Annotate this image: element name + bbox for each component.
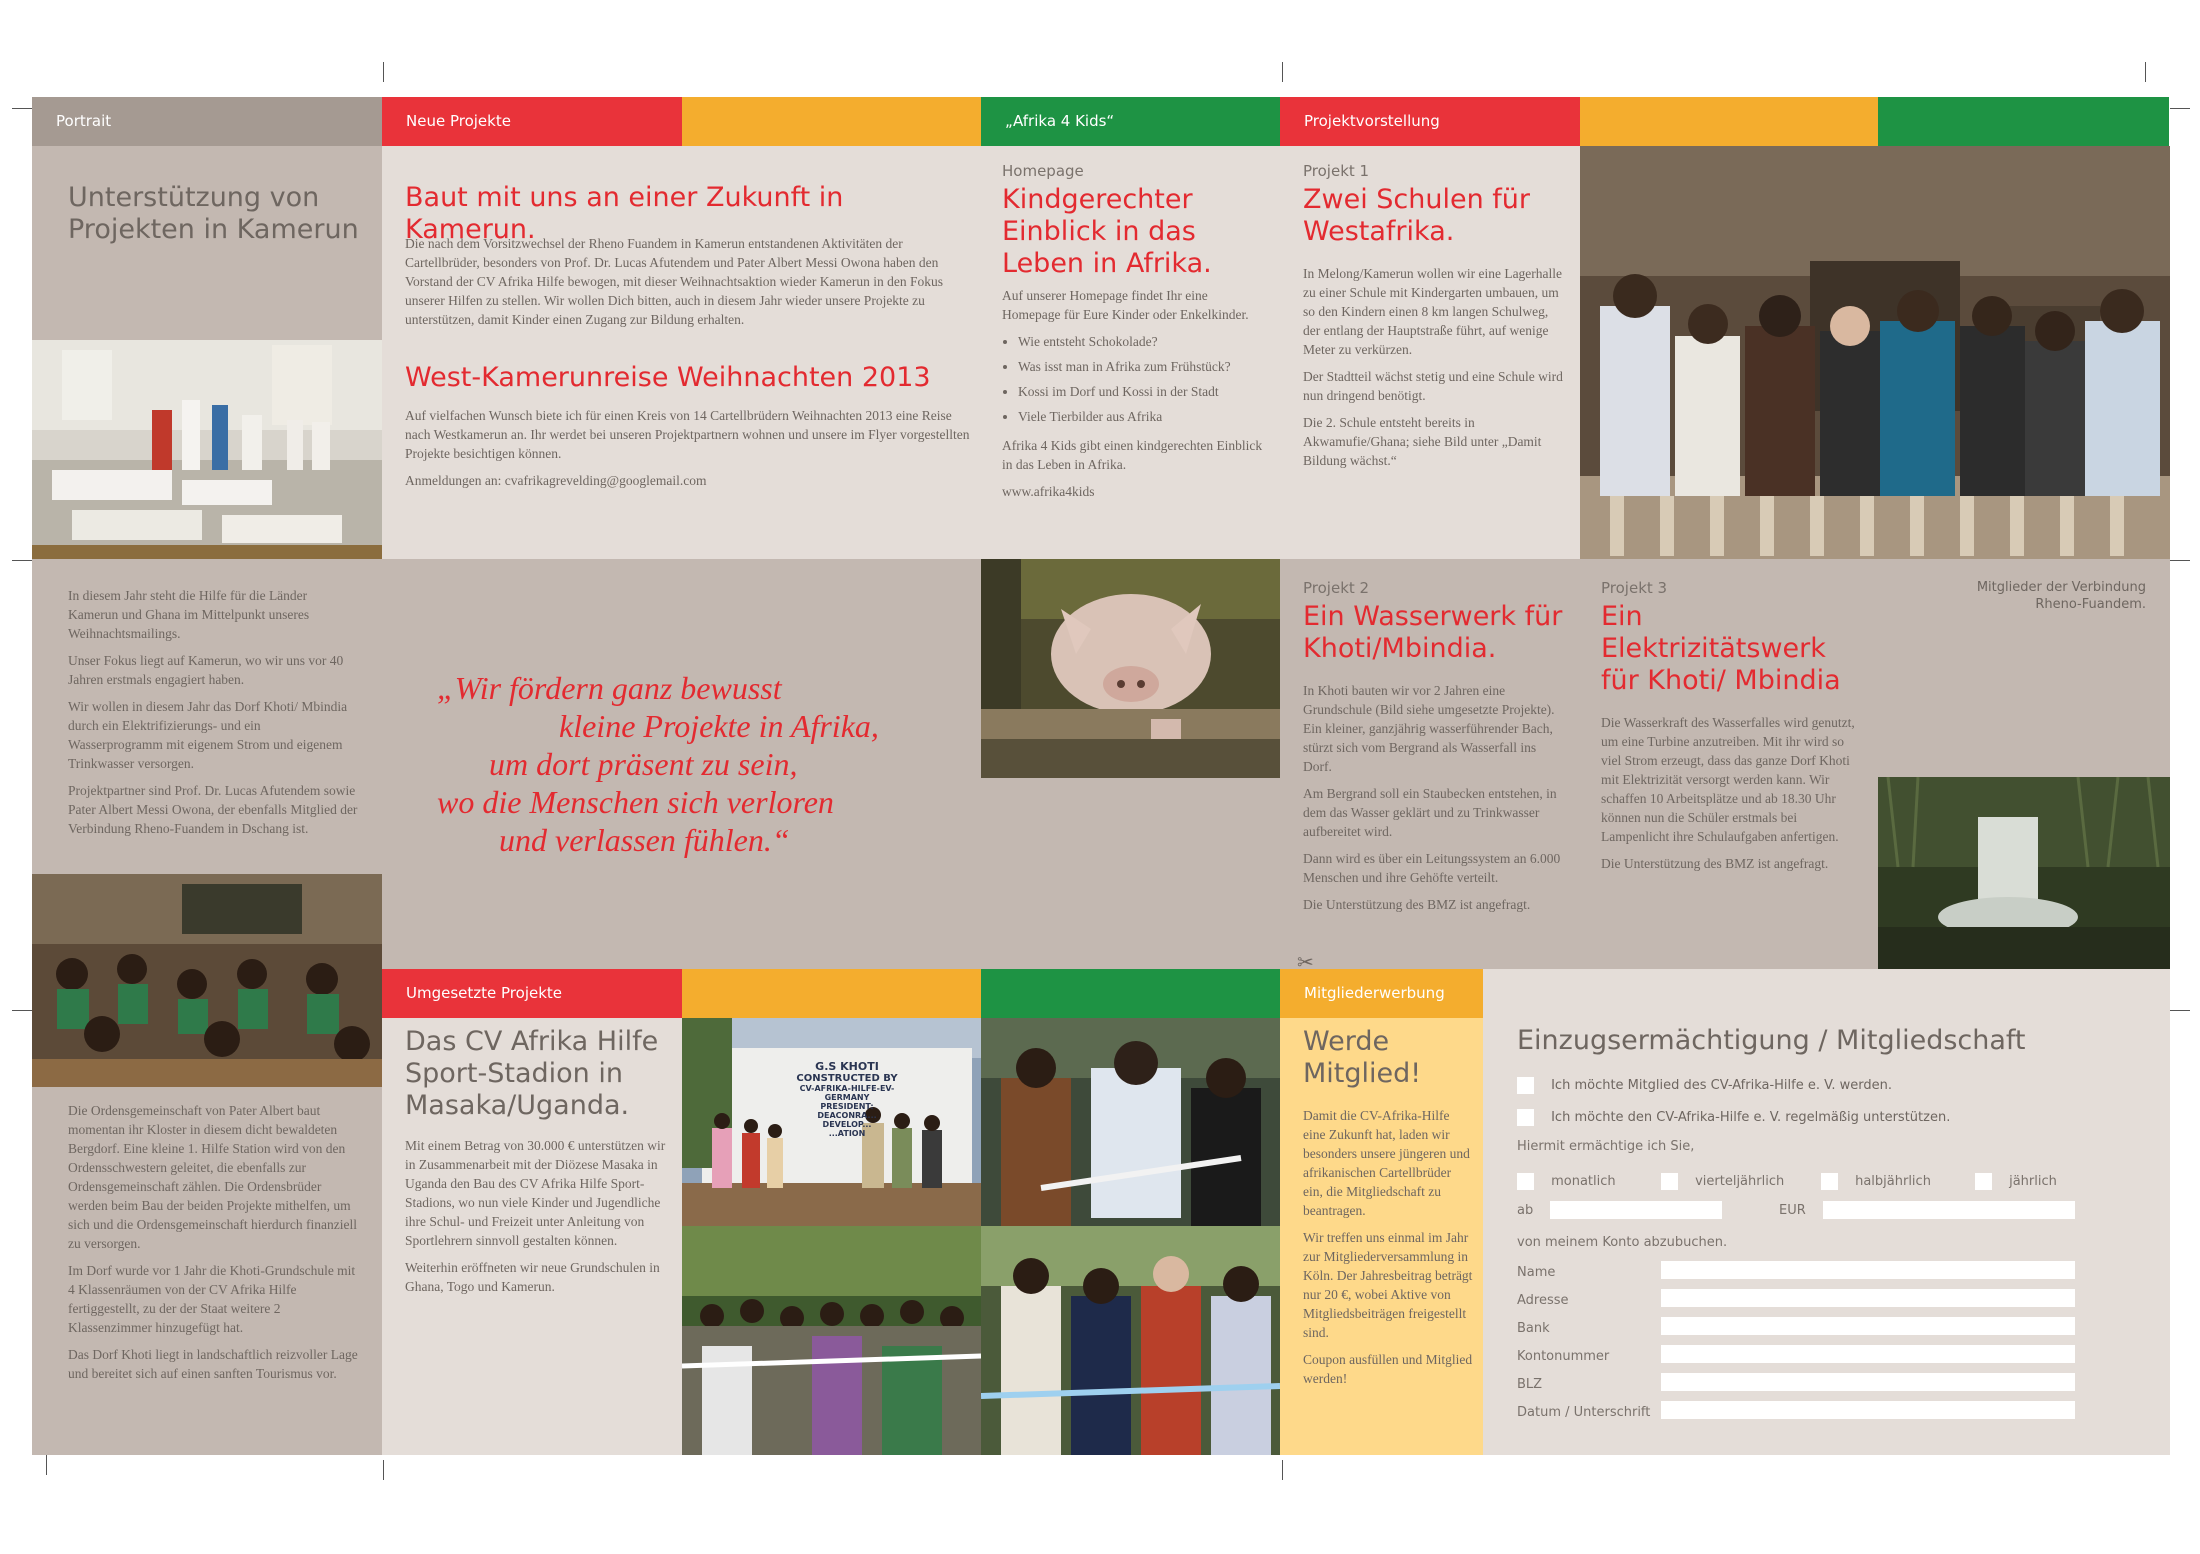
paragraph: In Melong/Kamerun wollen wir eine Lagerhalle zu einer Schule mit Kindergarten umbauen, um so den Kindern einen 8 km langen Schulweg, der entlang der Hauptstraße führt, auf wenige Meter zu verkürzen.: [1303, 266, 1563, 357]
quote-line: kleine Projekte in Afrika,: [559, 708, 879, 744]
crop-mark: [2170, 108, 2190, 109]
paragraph: Dann wird es über ein Leitungssystem an 6.000 Menschen und ihre Gehöfte verteilt.: [1303, 851, 1561, 885]
kids-heading: Kindgerechter Einblick in das Leben in Afrika.: [1002, 184, 1212, 279]
band-orange-2: [1580, 97, 1878, 146]
neue-projekte-panel: [382, 146, 981, 559]
paragraph: Wir treffen uns einmal im Jahr zur Mitgliederversammlung in Köln. Der Jahresbeitrag beträgt nur 20 €, wobei Aktive von Mitgliedsbeiträgen freigestellt sind.: [1303, 1230, 1473, 1340]
projekt1-panel: [1280, 146, 1580, 559]
kids-text: [1002, 286, 1267, 509]
quote-line: und verlassen fühlen.“: [499, 822, 790, 858]
stadion-heading: Das CV Afrika Hilfe Sport-Stadion in Masaka/Uganda.: [405, 1026, 659, 1121]
pig-photo: [981, 559, 1280, 778]
account-field[interactable]: [1661, 1345, 2075, 1363]
kids-outro: Afrika 4 Kids gibt einen kindgerechten Einblick in das Leben in Afrika.: [1002, 438, 1263, 472]
quote-line: „Wir fördern ganz bewusst: [437, 670, 782, 706]
yearly-label: jährlich: [2009, 1174, 2057, 1189]
band-green-2: [1878, 97, 2169, 146]
support-checkbox-row[interactable]: [1517, 1107, 1950, 1126]
bank-label: Bank: [1517, 1321, 1550, 1336]
projekt3-heading: Ein Elektrizitätswerk für Khoti/ Mbindia: [1601, 601, 1841, 696]
pull-quote: [437, 669, 879, 859]
crop-mark: [2170, 1010, 2190, 1011]
bank-field[interactable]: [1661, 1317, 2075, 1335]
form-heading: Einzugsermächtigung / Mitgliedschaft: [1517, 1025, 2026, 1056]
paragraph: Am Bergrand soll ein Staubecken entstehen, in dem das Wasser geklärt und zu Trinkwasser aufbereitet wird.: [1303, 786, 1557, 839]
neue-heading-1: Baut mit uns an einer Zukunft in Kamerun.: [405, 182, 844, 245]
amount-field[interactable]: [1823, 1201, 2075, 1219]
sign-line: ...ATION: [828, 1129, 866, 1138]
ribbon-photo-1: [981, 1018, 1280, 1226]
paragraph: Projektpartner sind Prof. Dr. Lucas Afutendem sowie Pater Albert Messi Owona, der ebenfalls Mitglied der Verbindung Rheno-Fuandem in Dschang ist.: [68, 783, 358, 836]
church-photo: [32, 340, 382, 559]
projekt3-kicker: Projekt 3: [1601, 579, 1668, 597]
warm-fill: [981, 778, 1280, 969]
halfyearly-label: halbjährlich: [1855, 1174, 1931, 1189]
crop-mark: [1282, 1460, 1283, 1480]
band-orange: [682, 97, 981, 146]
address-field[interactable]: [1661, 1289, 2075, 1307]
stadion-panel: [382, 1018, 682, 1455]
paragraph: Das Dorf Khoti liegt in landschaftlich reizvoller Lage und bereitet sich auf einen sanften Tourismus vor.: [68, 1347, 358, 1381]
kids-panel: [981, 146, 1280, 559]
ribbon-photo-2: [981, 1226, 1280, 1455]
portrait-text-panel: [32, 559, 382, 874]
paragraph: Wir wollen in diesem Jahr das Dorf Khoti/ Mbindia durch ein Elektrifizierungs- und ein Wasserprogramm mit eigenem Strom und eigenem Trinkwasser versorgen.: [68, 699, 348, 771]
quarterly-label: vierteljährlich: [1695, 1174, 1785, 1189]
stadion-body: [405, 1136, 670, 1304]
crop-mark: [12, 1010, 32, 1011]
group-photo: [1580, 146, 2170, 559]
paragraph: Weiterhin eröffneten wir neue Grundschulen in Ghana, Togo und Kamerun.: [405, 1260, 660, 1294]
caption-panel: [1878, 559, 2170, 777]
projekt1-body: [1303, 264, 1563, 478]
portrait-panel: [32, 146, 382, 340]
debit-label: von meinem Konto abzubuchen.: [1517, 1235, 1728, 1250]
neue-body-2: Auf vielfachen Wunsch biete ich für einen Kreis von 14 Cartellbrüdern Weihnachten 2013 eine Reise nach Westkamerun an. Ihr werdet bei unseren Projektpartnern wohnen und unsere im Flyer vorgestellten Projekte besichtigen können.: [405, 408, 970, 461]
quote-panel: [382, 559, 981, 969]
projekt1-heading: Zwei Schulen für Westafrika.: [1303, 184, 1531, 247]
paragraph: In diesem Jahr steht die Hilfe für die Länder Kamerun und Ghana im Mittelpunkt unseres Weihnachtsmailings.: [68, 588, 310, 641]
kids-url[interactable]: www.afrika4kids: [1002, 484, 1095, 499]
crop-mark: [12, 108, 32, 109]
list-item: • Kossi im Dorf und Kossi in der Stadt: [1018, 382, 1267, 401]
address-label: Adresse: [1517, 1293, 1569, 1308]
neue-heading-2: West-Kamerunreise Weihnachten 2013: [405, 362, 931, 393]
paragraph: Damit die CV-Afrika-Hilfe eine Zukunft hat, laden wir besonders unsere jüngeren und afrikanischen Cartellbrüder ein, die Mitgliedschaft zu beantragen.: [1303, 1108, 1470, 1218]
signature-label: Datum / Unterschrift: [1517, 1405, 1651, 1420]
paragraph: Coupon ausfüllen und Mitglied werden!: [1303, 1352, 1473, 1386]
paragraph: Der Stadtteil wächst stetig und eine Schule wird nun dringend benötigt.: [1303, 369, 1563, 403]
form-panel: [1483, 969, 2170, 1455]
blz-label: BLZ: [1517, 1377, 1543, 1392]
crop-mark: [2145, 62, 2146, 82]
projekt3-body: [1601, 713, 1861, 881]
neue-email: Anmeldungen an: cvafrikagrevelding@googlemail.com: [405, 473, 707, 488]
freq-yearly[interactable]: [1975, 1171, 2057, 1190]
mitglied-panel: [1280, 1018, 1483, 1455]
list-item: • Was isst man in Afrika zum Frühstück?: [1018, 357, 1267, 376]
account-label: Kontonummer: [1517, 1349, 1610, 1364]
paragraph: Die Unterstützung des BMZ ist angefragt.: [1303, 897, 1531, 912]
signature-field[interactable]: [1661, 1401, 2075, 1419]
monthly-checkbox[interactable]: [1517, 1173, 1534, 1190]
portrait-body: [68, 586, 358, 846]
list-item: • Viele Tierbilder aus Afrika: [1018, 407, 1267, 426]
freq-monthly[interactable]: [1517, 1171, 1616, 1190]
school-sign: [792, 1060, 902, 1138]
name-label: Name: [1517, 1265, 1556, 1280]
band-umgesetzte: Umgesetzte Projekte: [382, 969, 682, 1018]
projekt2-kicker: Projekt 2: [1303, 579, 1370, 597]
blz-field[interactable]: [1661, 1373, 2075, 1391]
crop-mark: [12, 560, 32, 561]
band-portrait: Portrait: [32, 97, 382, 146]
paragraph: Die Unterstützung des BMZ ist angefragt.: [1601, 856, 1829, 871]
projekt2-panel: [1280, 559, 1580, 969]
kids-kicker: Homepage: [1002, 162, 1084, 180]
name-field[interactable]: [1661, 1261, 2075, 1279]
photo-caption: Mitglieder der Verbindung Rheno-Fuandem.: [1976, 580, 2146, 612]
mitglied-body: [1303, 1106, 1473, 1396]
projekt2-body: [1303, 681, 1568, 922]
kids-bullets: [1002, 332, 1267, 426]
portrait-heading: Unterstützung von Projekten in Kamerun: [68, 182, 359, 245]
start-date-field[interactable]: [1550, 1201, 1722, 1219]
paragraph: Die Wasserkraft des Wasserfalles wird genutzt, um eine Turbine anzutreiben. Mit ihr wird so viel Strom erzeugt, dass das ganze Dorf Khoti mit Elektrizität versorgt werden kann. Wir schaffen 10 Arbeitsplätze und ab 18.30 Uhr können nun die Schüler erstmals bei Lampenlicht ihre Schulaufgaben anfertigen.: [1601, 715, 1855, 844]
classroom-photo: [32, 874, 382, 1087]
portrait-body-2: [68, 1101, 358, 1391]
band-projektvorstellung: Projektvorstellung: [1280, 97, 1580, 146]
authorize-label: Hiermit ermächtige ich Sie,: [1517, 1139, 1695, 1154]
paragraph: Unser Fokus liegt auf Kamerun, wo wir uns vor 40 Jahren erstmals engagiert haben.: [68, 653, 344, 687]
paragraph: Mit einem Betrag von 30.000 € unterstützen wir in Zusammenarbeit mit der Diözese Masaka in Uganda den Bau des CV Afrika Hilfe Sport-Stadions, wo nun viele Kinder und Jugendliche ihre Schul- und Freizeit unter Anleitung von Sportlehrern sinnvoll gestalten können.: [405, 1138, 666, 1248]
projekt3-panel: [1580, 559, 1878, 969]
crop-mark: [2170, 560, 2190, 561]
halfyearly-checkbox[interactable]: [1821, 1173, 1838, 1190]
sign-line: G.S KHOTI: [815, 1060, 879, 1073]
band-green-3: [981, 969, 1280, 1018]
portrait-text-panel-2: [32, 1087, 382, 1455]
member-checkbox-row[interactable]: [1517, 1075, 1892, 1094]
freq-quarterly[interactable]: [1661, 1171, 1784, 1190]
projekt1-kicker: Projekt 1: [1303, 162, 1370, 180]
crop-mark: [383, 62, 384, 82]
member-checkbox[interactable]: [1517, 1077, 1534, 1094]
freq-halfyearly[interactable]: [1821, 1171, 1931, 1190]
crop-mark: [46, 1455, 47, 1475]
quote-line: wo die Menschen sich verloren: [437, 784, 834, 820]
projekt2-heading: Ein Wasserwerk für Khoti/Mbindia.: [1303, 601, 1563, 664]
band-mitgliederwerbung: Mitgliederwerbung: [1280, 969, 1483, 1018]
school-photo: [682, 1018, 981, 1226]
waterfall-photo: [1878, 777, 2170, 969]
paragraph: Die 2. Schule entsteht bereits in Akwamufie/Ghana; siehe Bild unter „Damit Bildung wächst.“: [1303, 415, 1542, 468]
ab-label: ab: [1517, 1203, 1534, 1218]
sign-line: DEVELOP...: [822, 1120, 872, 1129]
band-orange-3: [682, 969, 981, 1018]
list-item: • Wie entsteht Schokolade?: [1018, 332, 1267, 351]
sign-line: PRESIDENT: DEACONRA...: [817, 1102, 877, 1120]
sign-line: CV-AFRIKA-HILFE-EV-GERMANY: [799, 1084, 895, 1102]
support-checkbox[interactable]: [1517, 1109, 1534, 1126]
yearly-checkbox[interactable]: [1975, 1173, 1992, 1190]
band-neue-projekte: Neue Projekte: [382, 97, 682, 146]
crop-mark: [383, 1460, 384, 1480]
paragraph: In Khoti bauten wir vor 2 Jahren eine Grundschule (Bild siehe umgesetzte Projekte). Ein kleiner, ganzjährig wasserführender Bach, stürzt sich vom Bergrand als Wasserfall ins Dorf.: [1303, 683, 1555, 774]
monthly-label: monatlich: [1551, 1174, 1616, 1189]
member-checkbox-label: Ich möchte Mitglied des CV-Afrika-Hilfe e. V. werden.: [1551, 1078, 1892, 1093]
paragraph: Die Ordensgemeinschaft von Pater Albert baut momentan ihr Kloster in diesem dicht bewaldeten Bergdorf. Eine kleine 1. Hilfe Station wird von den Ordensschwestern geleitet, die ebenfalls zur Ordensgemeinschaft zählen. Die Ordensbrüder werden beim Bau der beiden Projekte mithelfen, um sich und die Ordensgemeinschaft hierdurch finanziell zu versorgen.: [68, 1103, 358, 1251]
eur-label: EUR: [1779, 1203, 1806, 1218]
paragraph: Im Dorf wurde vor 1 Jahr die Khoti-Grundschule mit 4 Klassenräumen von der CV Afrika Hilfe fertiggestellt, zu der der Staat weitere 2 Klassenzimmer hinzugefügt hat.: [68, 1263, 356, 1335]
mitglied-heading: Werde Mitglied!: [1303, 1026, 1422, 1089]
sign-line: CONSTRUCTED BY: [796, 1073, 898, 1084]
crowd-photo: [682, 1226, 981, 1455]
support-checkbox-label: Ich möchte den CV-Afrika-Hilfe e. V. regelmäßig unterstützen.: [1551, 1110, 1951, 1125]
kids-intro: Auf unserer Homepage findet Ihr eine Homepage für Eure Kinder oder Enkelkinder.: [1002, 288, 1249, 322]
scissors-icon: ✂: [1297, 950, 1314, 974]
quote-line: um dort präsent zu sein,: [489, 746, 798, 782]
neue-body-1: Die nach dem Vorsitzwechsel der Rheno Fuandem in Kamerun entstandenen Aktivitäten der Cartellbrüder, besonders von Prof. Dr. Lucas Afutendem und Pater Albert Messi Owona haben den Vorstand der CV Afrika Hilfe bewogen, mit dieser Weihnachtsaktion wieder Kamerun in den Fokus unserer Hilfen zu stellen. Wir wollen Dich bitten, auch in diesem Jahr wieder unsere Projekte zu unterstützen, damit Kinder einen Zugang zur Bildung erhalten.: [405, 236, 944, 327]
crop-mark: [1282, 62, 1283, 82]
quarterly-checkbox[interactable]: [1661, 1173, 1678, 1190]
band-afrika4kids: „Afrika 4 Kids“: [981, 97, 1280, 146]
